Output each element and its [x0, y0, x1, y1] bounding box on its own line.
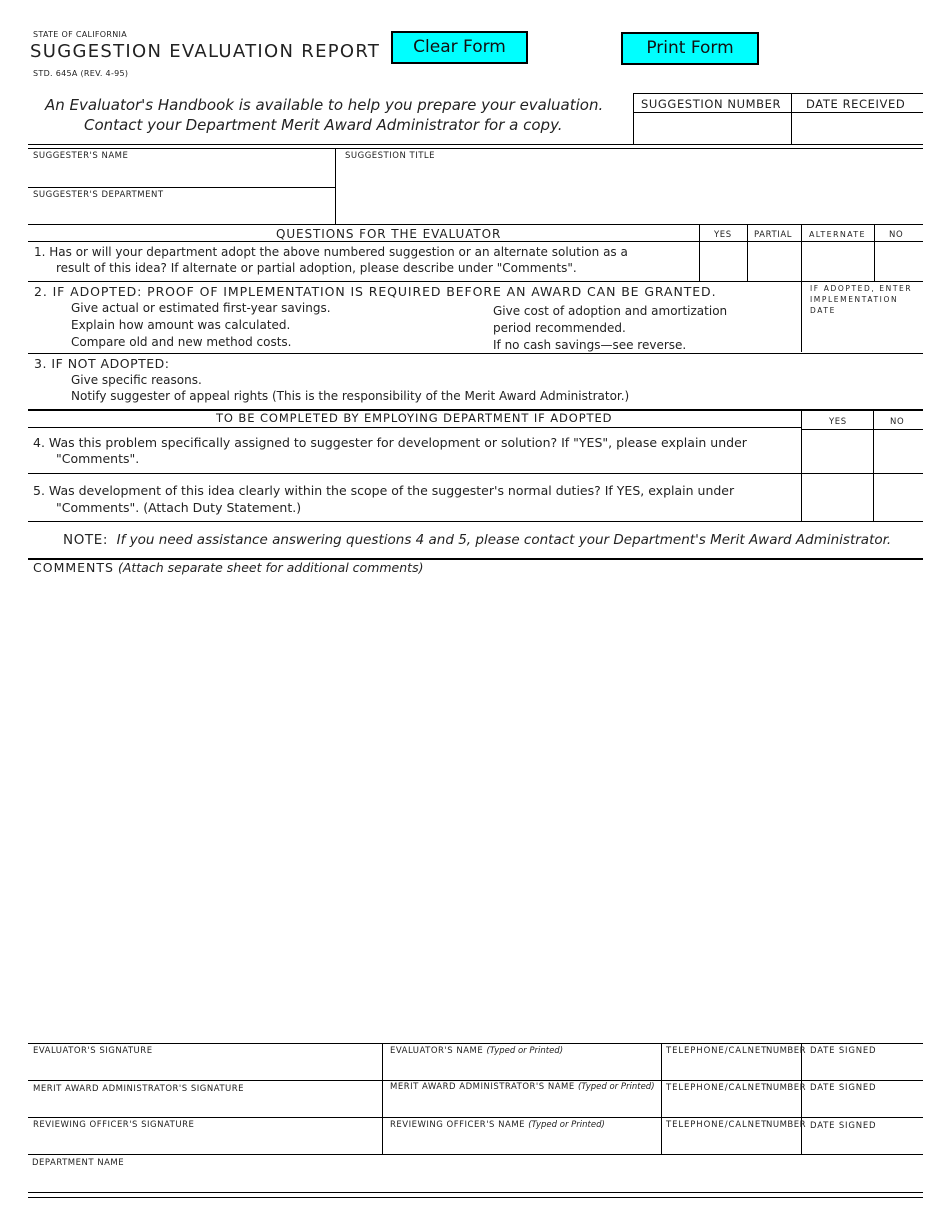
reviewing-name-field[interactable]: [385, 1132, 658, 1152]
evaluator-telephone-label: TELEPHONE/CALNET: [666, 1046, 768, 1056]
col-no: NO: [889, 230, 904, 240]
reviewing-number-label: NUMBER: [766, 1120, 807, 1130]
evaluator-date-signed-label: DATE SIGNED: [810, 1046, 877, 1056]
q1-partial-box[interactable]: [749, 243, 799, 279]
maa-signature-field[interactable]: [30, 1096, 379, 1115]
col-alternate: ALTERNATE: [809, 230, 866, 239]
print-form-button[interactable]: Print Form: [621, 32, 759, 65]
q2-item-a: Give actual or estimated first-year savings.: [71, 301, 331, 315]
evaluator-date-field[interactable]: [804, 1058, 921, 1078]
date-received-label: DATE RECEIVED: [806, 97, 906, 111]
q2-item-e: period recommended.: [493, 321, 626, 335]
handbook-line-1: An Evaluator's Handbook is available to help you prepare your evaluation.: [45, 96, 604, 114]
q2-item-f: If no cash savings—see reverse.: [493, 338, 687, 352]
q5-line-2: "Comments". (Attach Duty Statement.): [56, 500, 302, 515]
q5-line-1: 5. Was development of this idea clearly within the scope of the suggester's normal duties? If YES, explain under: [33, 483, 735, 498]
q2-item-d: Give cost of adoption and amortization: [493, 304, 728, 318]
note-label: NOTE:: [63, 532, 109, 548]
questions-header: QUESTIONS FOR THE EVALUATOR: [276, 227, 502, 241]
q1-no-box[interactable]: [876, 243, 922, 279]
q1-line-1: 1. Has or will your department adopt the above numbered suggestion or an alternate solution as a: [34, 245, 628, 259]
maa-telephone-field[interactable]: [664, 1096, 798, 1115]
q3-item-b: Notify suggester of appeal rights (This is the responsibility of the Merit Award Administrator.): [71, 389, 630, 403]
suggestion-number-label: SUGGESTION NUMBER: [641, 97, 782, 111]
q5-yes-box[interactable]: [803, 475, 871, 519]
reviewing-date-signed-label: DATE SIGNED: [810, 1121, 877, 1131]
reviewing-signature-label: REVIEWING OFFICER'S SIGNATURE: [33, 1120, 195, 1130]
note: [63, 532, 891, 548]
impl-date-label-1: IF ADOPTED, ENTER: [810, 284, 913, 293]
evaluator-number-label: NUMBER: [766, 1046, 807, 1056]
suggestion-number-field[interactable]: [636, 114, 789, 142]
maa-signature-label: MERIT AWARD ADMINISTRATOR'S SIGNATURE: [33, 1084, 245, 1094]
impl-date-label-2: IMPLEMENTATION: [810, 295, 899, 304]
maa-date-field[interactable]: [804, 1096, 921, 1115]
comments-label: COMMENTS: [33, 560, 114, 575]
reviewing-telephone-label: TELEPHONE/CALNET: [666, 1120, 768, 1130]
suggester-department-field[interactable]: [30, 202, 332, 222]
q3-heading: 3. IF NOT ADOPTED:: [34, 356, 170, 371]
col-partial: PARTIAL: [754, 230, 793, 240]
q3-item-a: Give specific reasons.: [71, 373, 202, 387]
suggester-name-field[interactable]: [30, 163, 332, 185]
q4-line-2: "Comments".: [56, 451, 140, 466]
q1-line-2: result of this idea? If alternate or partial adoption, please describe under "Comments".: [56, 261, 577, 275]
handbook-line-2: Contact your Department Merit Award Administrator for a copy.: [84, 116, 563, 134]
reviewing-telephone-field[interactable]: [664, 1132, 798, 1152]
evaluator-signature-label: EVALUATOR'S SIGNATURE: [33, 1046, 153, 1056]
maa-date-signed-label: DATE SIGNED: [810, 1083, 877, 1093]
q1-alternate-box[interactable]: [803, 243, 872, 279]
q4-no-box[interactable]: [875, 431, 921, 471]
reviewing-date-field[interactable]: [804, 1132, 921, 1152]
evaluator-name-label: EVALUATOR'S NAME (Typed or Printed): [390, 1046, 564, 1056]
note-text: If you need assistance answering questions 4 and 5, please contact your Department's Merit Award Administrator.: [116, 532, 892, 548]
q4-line-1: 4. Was this problem specifically assigned to suggester for development or solution? If "YES", please explain under: [33, 435, 747, 450]
q4-yes-box[interactable]: [803, 431, 871, 471]
comments-field[interactable]: [30, 580, 920, 1035]
q2-item-c: Compare old and new method costs.: [71, 335, 292, 349]
suggestion-title-field[interactable]: [340, 163, 920, 221]
department-name-label: DEPARTMENT NAME: [32, 1158, 125, 1168]
suggester-department-label: SUGGESTER'S DEPARTMENT: [33, 190, 164, 200]
form-number: STD. 645A (REV. 4-95): [33, 69, 129, 78]
implementation-date-field[interactable]: [804, 318, 921, 350]
suggestion-title-label: SUGGESTION TITLE: [345, 151, 436, 161]
employing-header: TO BE COMPLETED BY EMPLOYING DEPARTMENT IF ADOPTED: [216, 411, 613, 425]
maa-name-label: MERIT AWARD ADMINISTRATOR'S NAME (Typed or Printed): [390, 1082, 655, 1092]
evaluator-telephone-field[interactable]: [664, 1058, 798, 1078]
emp-col-no: NO: [890, 417, 905, 427]
q2-item-b: Explain how amount was calculated.: [71, 318, 291, 332]
reviewing-signature-field[interactable]: [30, 1132, 379, 1152]
col-yes: YES: [714, 230, 732, 240]
clear-form-button[interactable]: Clear Form: [391, 31, 528, 64]
maa-number-label: NUMBER: [766, 1083, 807, 1093]
q2-heading: 2. IF ADOPTED: PROOF OF IMPLEMENTATION IS REQUIRED BEFORE AN AWARD CAN BE GRANTED.: [34, 284, 717, 299]
q5-no-box[interactable]: [875, 475, 921, 519]
date-received-field[interactable]: [794, 114, 921, 142]
department-name-field[interactable]: [30, 1170, 920, 1190]
impl-date-label-3: DATE: [810, 306, 836, 315]
form-title: SUGGESTION EVALUATION REPORT: [30, 41, 381, 62]
evaluator-name-field[interactable]: [385, 1058, 658, 1078]
comments-hint: (Attach separate sheet for additional comments): [117, 560, 424, 575]
state-label: STATE OF CALIFORNIA: [33, 30, 127, 39]
q1-yes-box[interactable]: [701, 243, 745, 279]
emp-col-yes: YES: [829, 417, 847, 427]
evaluator-signature-field[interactable]: [30, 1058, 379, 1078]
comments-heading: [33, 560, 423, 575]
maa-name-field[interactable]: [385, 1096, 658, 1115]
maa-telephone-label: TELEPHONE/CALNET: [666, 1083, 768, 1093]
suggester-name-label: SUGGESTER'S NAME: [33, 151, 129, 161]
reviewing-name-label: REVIEWING OFFICER'S NAME (Typed or Printed): [390, 1120, 605, 1130]
